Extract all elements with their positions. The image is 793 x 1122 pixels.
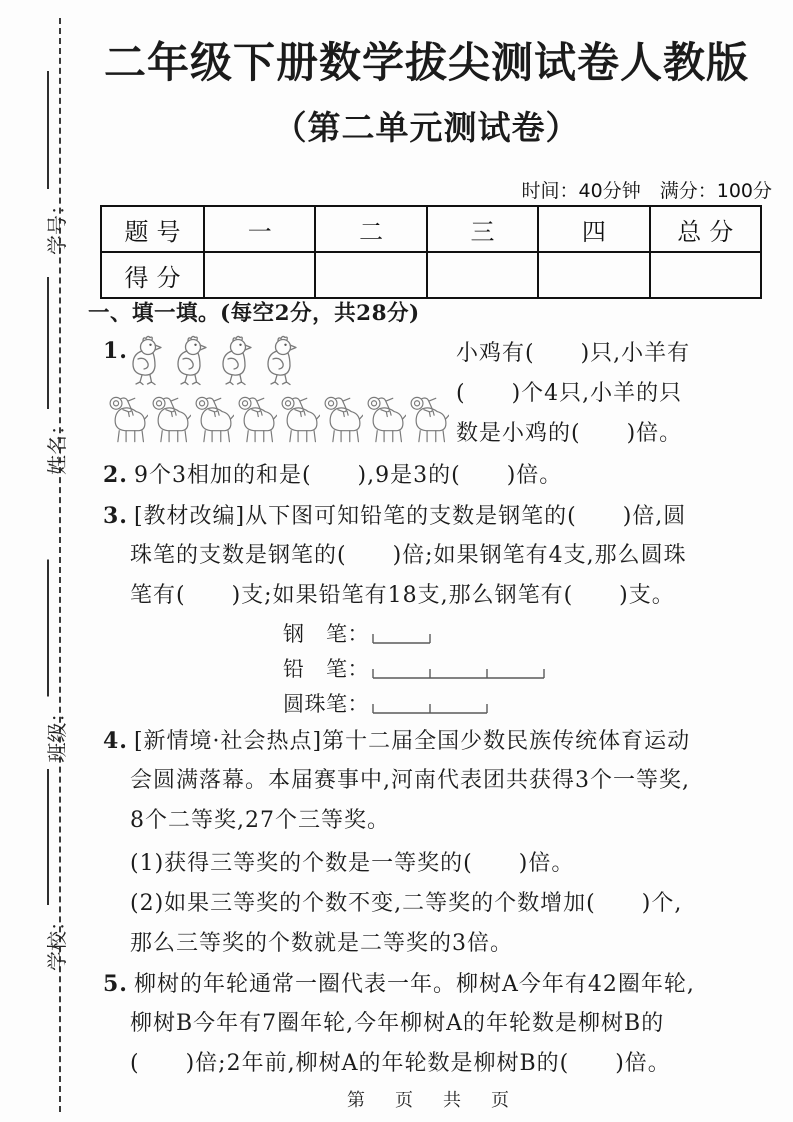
question-line: ( )个4只,小羊的只 [456, 381, 683, 406]
pen-label: 圆珠笔： [283, 692, 369, 716]
chick-icon [263, 334, 303, 386]
page-subtitle: （第二单元测试卷） [273, 108, 580, 147]
question-4-sub-1: (1)获得三等奖的个数是一等奖的( )倍。 [130, 851, 575, 876]
question-2: 2. 9个3相加的和是( ),9是3的( )倍。 [103, 462, 563, 488]
question-line: 笔有( )支;如果铅笔有18支,那么钢笔有( )支。 [130, 583, 675, 608]
ram-icon [106, 388, 148, 446]
sidebar-field-student-id [42, 71, 72, 255]
class-blank-line [47, 560, 49, 697]
exam-meta: 时间：40分钟 满分：100分 [521, 180, 772, 202]
question-line: [新情境·社会热点]第十二届全国少数民族传统体育运动 [133, 729, 691, 754]
chick-images [128, 334, 303, 386]
score-label: 得分 [101, 252, 204, 298]
question-4-sub-2: (2)如果三等奖的个数不变,二等奖的个数增加( )个, [130, 891, 683, 916]
page-title: 二年级下册数学拔尖测试卷人教版 [103, 38, 749, 87]
question-line: 小鸡有( )只,小羊有 [456, 341, 691, 366]
col-four: 四 [538, 206, 649, 252]
school-blank-line [47, 769, 49, 905]
question-line: 数是小鸡的( )倍。 [456, 421, 683, 446]
ram-icon [235, 388, 277, 446]
question-1-number: 1. [103, 338, 128, 364]
name-label: 姓名： [45, 415, 69, 475]
name-blank-line [47, 277, 49, 409]
question-line: [教材改编]从下图可知铅笔的支数是钢笔的( )倍,圆 [133, 504, 687, 529]
sidebar-field-name [42, 277, 72, 475]
question-1-text [456, 336, 690, 456]
score-table-score-row [101, 252, 761, 298]
question-4: 4. [新情境·社会热点]第十二届全国少数民族传统体育运动 [103, 728, 691, 754]
pen-diagram-row-yuanzhubi [283, 690, 489, 718]
question-line: 9个3相加的和是( ),9是3的( )倍。 [133, 463, 563, 488]
sidebar-field-school [42, 769, 72, 971]
question-line: 8个二等奖,27个三等奖。 [130, 808, 390, 833]
score-table [100, 205, 762, 299]
col-one: 一 [204, 206, 315, 252]
score-cell [650, 252, 761, 298]
ram-icon [278, 388, 320, 446]
question-line: ( )倍;2年前,柳树A的年轮数是柳树B的( )倍。 [130, 1051, 671, 1076]
question-4-sub-2-cont: 那么三等奖的个数就是二等奖的3倍。 [130, 931, 513, 956]
col-two: 二 [315, 206, 426, 252]
score-cell [204, 252, 315, 298]
pen-diagram-row-gangbi [283, 620, 432, 648]
sidebar-field-class [42, 560, 72, 763]
pen-label: 钢 笔： [283, 622, 369, 646]
pen-bar-3-units [371, 664, 546, 680]
class-label: 班级： [45, 702, 69, 763]
ram-icon [149, 388, 191, 446]
chick-icon [173, 334, 213, 386]
question-3: 3. [教材改编]从下图可知铅笔的支数是钢笔的( )倍,圆 [103, 503, 687, 529]
ram-icon [192, 388, 234, 446]
score-cell [538, 252, 649, 298]
pen-label: 铅 笔： [283, 657, 369, 681]
ram-icon [364, 388, 406, 446]
question-number-header: 题号 [101, 206, 204, 252]
question-line: 会圆满落幕。本届赛事中,河南代表团共获得3个一等奖, [130, 768, 690, 793]
pen-diagram-row-qianbi [283, 655, 546, 683]
col-total: 总分 [650, 206, 761, 252]
question-5: 5. 柳树的年轮通常一圈代表一年。柳树A今年有42圈年轮, [103, 971, 695, 997]
question-line: 珠笔的支数是钢笔的( )倍;如果钢笔有4支,那么圆珠 [130, 543, 687, 568]
ram-images [106, 388, 449, 446]
student-id-label: 学号： [45, 195, 69, 255]
school-label: 学校： [45, 911, 69, 971]
chick-icon [128, 334, 168, 386]
chick-icon [218, 334, 258, 386]
pen-bar-1-unit [371, 629, 432, 645]
pen-bar-2-units [371, 699, 489, 715]
ram-icon [407, 388, 449, 446]
student-id-blank-line [47, 71, 49, 189]
score-cell [427, 252, 538, 298]
ram-icon [321, 388, 363, 446]
question-line: 柳树的年轮通常一圈代表一年。柳树A今年有42圈年轮, [133, 972, 695, 997]
section-1-heading: 一、填一填。(每空2分，共28分) [88, 301, 420, 326]
score-table-header-row [101, 206, 761, 252]
question-line: 柳树B今年有7圈年轮,今年柳树A的年轮数是柳树B的 [130, 1011, 665, 1036]
page-footer: 第 页 共 页 [347, 1090, 515, 1111]
col-three: 三 [427, 206, 538, 252]
score-cell [315, 252, 426, 298]
